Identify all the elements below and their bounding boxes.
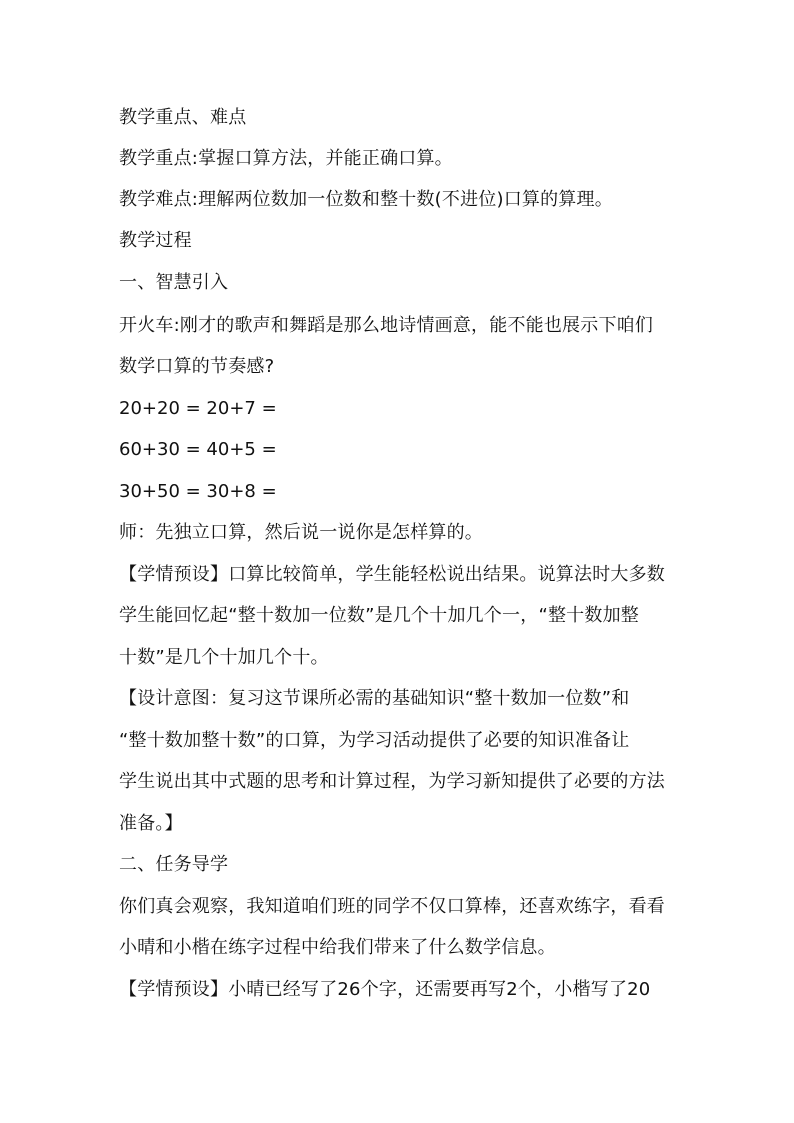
section-heading-intro: 一、智慧引入: [119, 272, 229, 293]
teacher-instruction: 师：先独立口算，然后说一说你是怎样算的。: [119, 522, 483, 543]
paragraph-line: 【学情预设】口算比较简单，学生能轻松说出结果。说算法时大多数: [119, 564, 665, 585]
heading-key-points: 教学重点、难点: [119, 107, 247, 128]
section-heading-task: 二、任务导学: [119, 854, 229, 875]
paragraph-line: 【学情预设】小晴已经写了26个字，还需要再写2个，小楷写了20: [119, 979, 651, 1000]
paragraph-line: 你们真会观察，我知道咱们班的同学不仅口算棒，还喜欢练字，看看: [119, 896, 665, 917]
math-exercise-line: 30+50 = 30+8 =: [119, 481, 277, 502]
paragraph-line: 小晴和小楷在练字过程中给我们带来了什么数学信息。: [119, 937, 556, 958]
math-exercise-line: 20+20 = 20+7 =: [119, 398, 277, 419]
paragraph-line: 【设计意图：复习这节课所必需的基础知识“整十数加一位数”和: [119, 688, 630, 709]
math-exercise-line: 60+30 = 40+5 =: [119, 439, 277, 460]
paragraph-line: 开火车:刚才的歌声和舞蹈是那么地诗情画意，能不能也展示下咱们: [119, 315, 654, 336]
paragraph-line: “整十数加整十数”的口算，为学习活动提供了必要的知识准备让: [119, 730, 630, 751]
paragraph-line: 学生能回忆起“整十数加一位数”是几个十加几个一，“整十数加整: [119, 605, 639, 626]
heading-teaching-process: 教学过程: [119, 230, 192, 251]
paragraph-line: 学生说出其中式题的思考和计算过程，为学习新知提供了必要的方法: [119, 771, 665, 792]
key-point-text: 教学重点:掌握口算方法，并能正确口算。: [119, 148, 453, 169]
difficult-point-text: 教学难点:理解两位数加一位数和整十数(不进位)口算的算理。: [119, 189, 613, 210]
paragraph-line: 十数”是几个十加几个十。: [119, 647, 329, 668]
paragraph-line: 数学口算的节奏感?: [119, 356, 275, 377]
paragraph-line: 准备。】: [119, 813, 183, 834]
